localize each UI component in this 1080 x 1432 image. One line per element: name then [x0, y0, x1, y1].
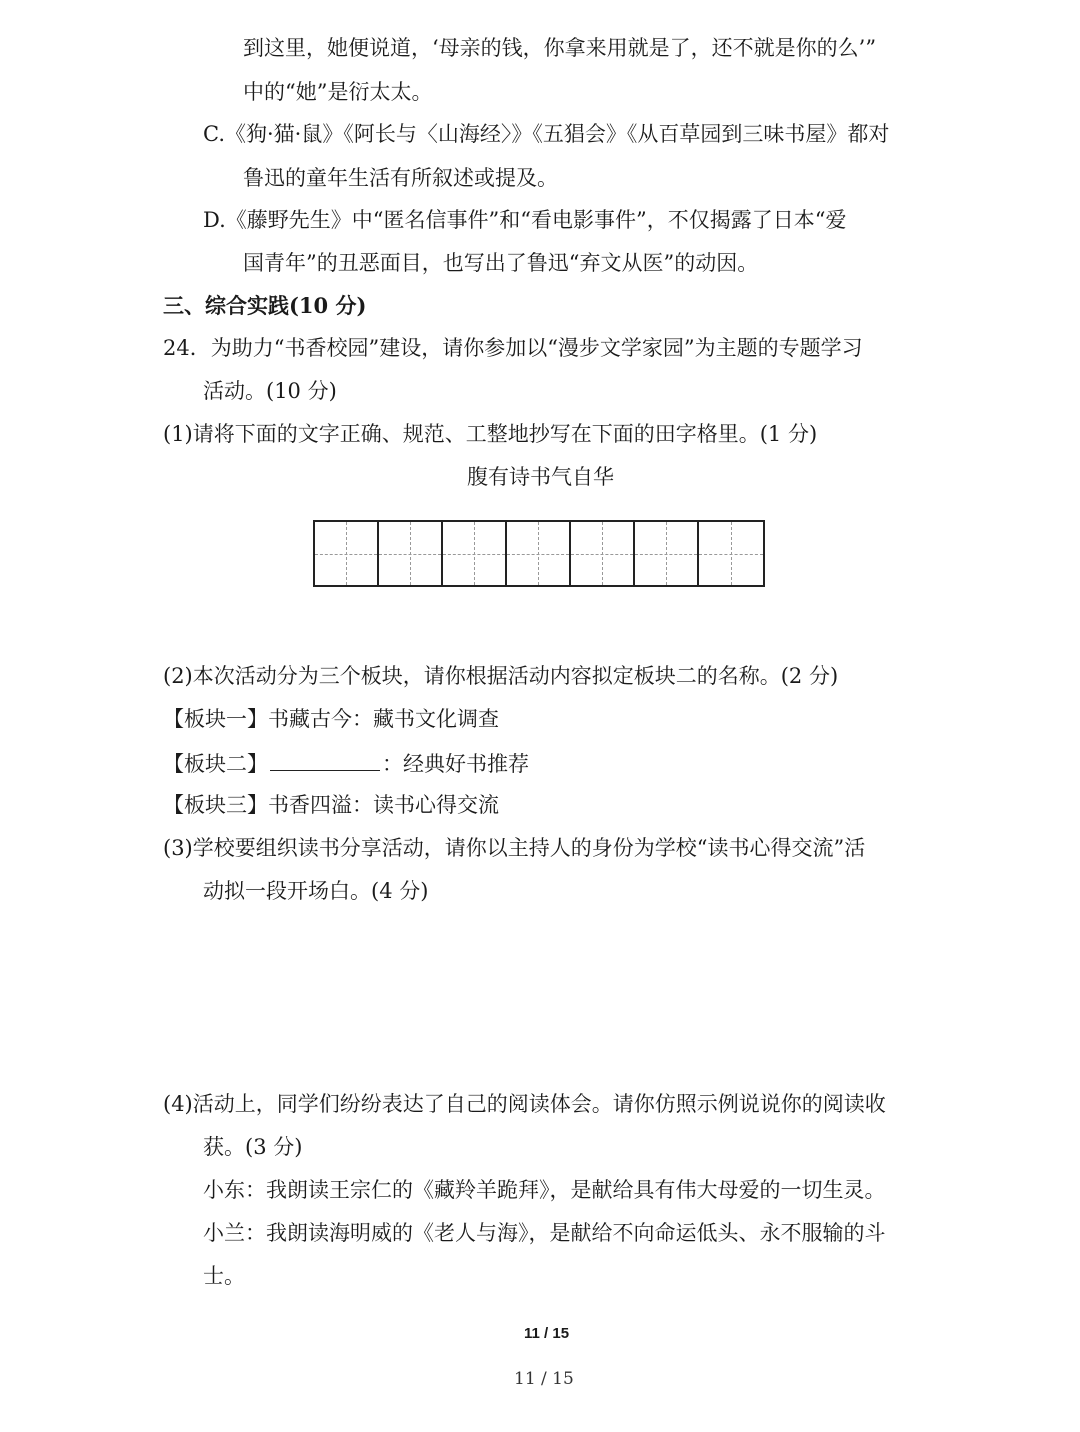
sub-question-3: (3)学校要组织读书分享活动，请你以主持人的身份为学校“读书心得交流”活 [163, 836, 866, 860]
text-line: 动拟一段开场白。(4 分) [203, 879, 429, 903]
copy-text: 腹有诗书气自华 [467, 465, 614, 489]
text-line: 国青年”的丑恶面目，也写出了鲁迅“弃文从医”的动因。 [243, 251, 759, 275]
grid-cell[interactable] [571, 522, 635, 585]
text-line: 活动。(10 分) [203, 379, 337, 403]
grid-cell[interactable] [635, 522, 699, 585]
sub-question-2: (2)本次活动分为三个板块，请你根据活动内容拟定板块二的名称。(2 分) [163, 664, 839, 688]
block-3: 【板块三】书香四溢：读书心得交流 [163, 793, 499, 817]
text-line: 中的“她”是衍太太。 [243, 80, 433, 104]
block-1: 【板块一】书藏古今：藏书文化调查 [163, 707, 499, 731]
block-2-suffix: ：经典好书推荐 [382, 752, 529, 776]
grid-cell[interactable] [443, 522, 507, 585]
question-24: 24．为助力“书香校园”建设，请你参加以“漫步文学家园”为主题的专题学习 [163, 336, 863, 360]
sub-question-1: (1)请将下面的文字正确、规范、工整地抄写在下面的田字格里。(1 分) [163, 422, 818, 446]
text-line: 获。(3 分) [203, 1135, 303, 1159]
answer-blank[interactable] [270, 752, 380, 771]
option-c: C.《狗·猫·鼠》《阿长与〈山海经〉》《五猖会》《从百草园到三味书屋》都对 [203, 122, 890, 146]
text-line: 鲁迅的童年生活有所叙述或提及。 [243, 166, 558, 190]
section-title: 三、综合实践(10 分) [163, 293, 367, 318]
page-number-bold: 11 / 15 [524, 1325, 570, 1342]
grid-cell[interactable] [315, 522, 379, 585]
block-2-prefix: 【板块二】 [163, 752, 268, 776]
page-number: 11 / 15 [514, 1369, 574, 1389]
tianzige-grid [313, 520, 765, 587]
block-2 [163, 752, 529, 775]
example-2: 小兰：我朗读海明威的《老人与海》，是献给不向命运低头、永不服输的斗 [203, 1221, 886, 1245]
grid-cell[interactable] [379, 522, 443, 585]
text-line: 到这里，她便说道，‘母亲的钱，你拿来用就是了，还不就是你的么’” [243, 36, 877, 60]
example-1: 小东：我朗读王宗仁的《藏羚羊跪拜》，是献给具有伟大母爱的一切生灵。 [203, 1178, 886, 1202]
sub-question-4: (4)活动上，同学们纷纷表达了自己的阅读体会。请你仿照示例说说你的阅读收 [163, 1092, 886, 1116]
grid-cell[interactable] [699, 522, 763, 585]
grid-cell[interactable] [507, 522, 571, 585]
option-d: D.《藤野先生》中“匿名信事件”和“看电影事件”，不仅揭露了日本“爱 [203, 208, 847, 232]
text-line: 士。 [203, 1264, 245, 1288]
